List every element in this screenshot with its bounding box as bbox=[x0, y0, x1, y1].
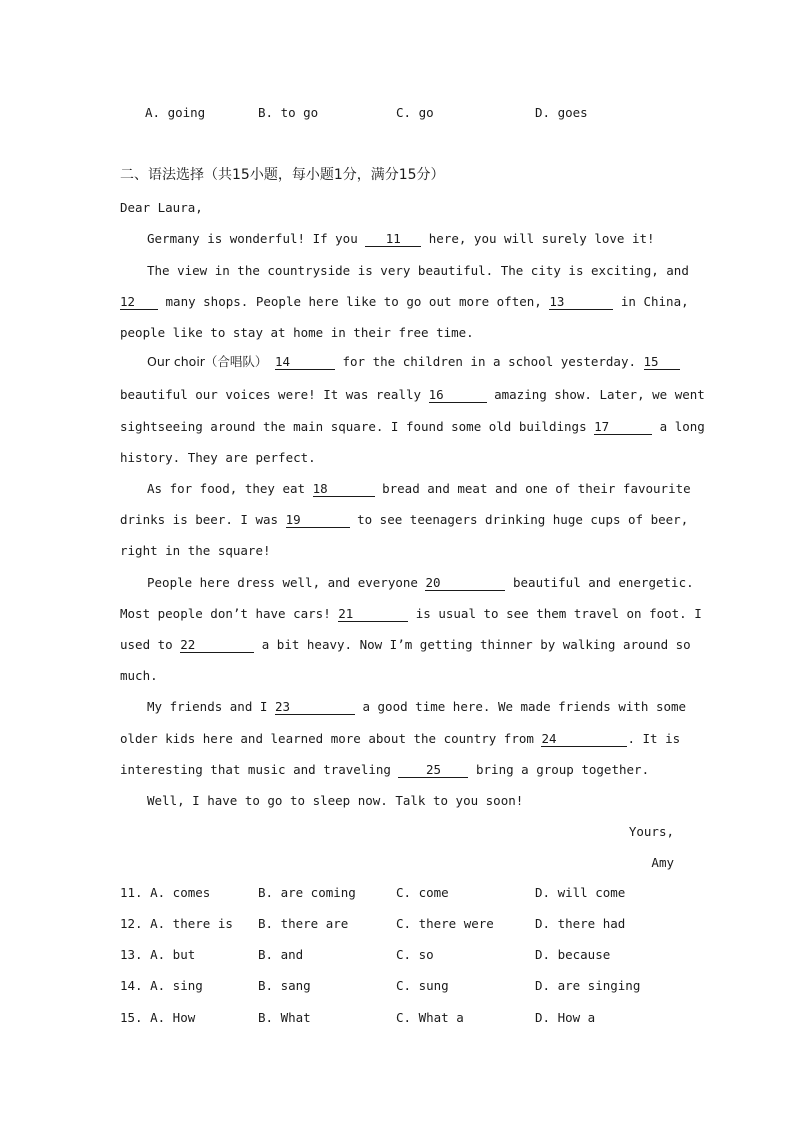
option-c: C. come bbox=[396, 885, 449, 900]
blank-22: 22 bbox=[180, 637, 254, 653]
blank-23: 23 bbox=[275, 699, 355, 715]
option-d: D. will come bbox=[535, 885, 626, 900]
question-number: 11. bbox=[120, 885, 143, 900]
option-a: A. sing bbox=[150, 978, 203, 993]
option-c: C. there were bbox=[396, 916, 494, 931]
option-d: D. there had bbox=[535, 916, 626, 931]
question-number: 13. bbox=[120, 947, 143, 962]
option-a: A. going bbox=[145, 105, 206, 120]
letter-paragraph-3-line-4: history. They are perfect. bbox=[120, 450, 316, 465]
option-a: A. but bbox=[150, 947, 196, 962]
option-b: B. there are bbox=[258, 916, 349, 931]
letter-paragraph-4-line-2: drinks is beer. I was 19 to see teenagers drinking huge cups of beer, bbox=[120, 512, 689, 527]
blank-14: 14 bbox=[275, 354, 335, 370]
letter-paragraph-2-line-3: people like to stay at home in their free time. bbox=[120, 325, 474, 340]
letter-paragraph-6-line-1: My friends and I 23 a good time here. We made friends with some bbox=[147, 699, 687, 714]
blank-19: 19 bbox=[286, 512, 350, 528]
option-a: A. comes bbox=[150, 885, 211, 900]
option-c: C. so bbox=[396, 947, 434, 962]
blank-16: 16 bbox=[429, 387, 487, 403]
question-number: 14. bbox=[120, 978, 143, 993]
blank-18: 18 bbox=[313, 481, 375, 497]
letter-salutation: Dear Laura, bbox=[120, 200, 203, 215]
letter-paragraph-2-line-2: 12 many shops. People here like to go out more often, 13 in China, bbox=[120, 294, 689, 309]
option-b: B. What bbox=[258, 1010, 311, 1025]
letter-paragraph-3-line-2: beautiful our voices were! It was really 16 amazing show. Later, we went bbox=[120, 387, 705, 402]
blank-15: 15 bbox=[644, 354, 680, 370]
blank-25: 25 bbox=[398, 762, 468, 778]
blank-12: 12 bbox=[120, 294, 158, 310]
letter-signature: Amy bbox=[651, 855, 674, 870]
letter-paragraph-4-line-3: right in the square! bbox=[120, 543, 271, 558]
option-d: D. How a bbox=[535, 1010, 596, 1025]
blank-13: 13 bbox=[549, 294, 613, 310]
letter-paragraph-6-line-2: older kids here and learned more about the country from 24 . It is bbox=[120, 731, 681, 746]
option-d: D. because bbox=[535, 947, 611, 962]
blank-21: 21 bbox=[338, 606, 408, 622]
question-number: 12. bbox=[120, 916, 143, 931]
blank-11: 11 bbox=[365, 231, 421, 247]
letter-paragraph-3-line-1: Our choir（合唱队） 14 for the children in a school yesterday. 15 bbox=[120, 352, 674, 372]
letter-paragraph-6-line-3: interesting that music and traveling 25 bring a group together. bbox=[120, 762, 650, 777]
option-c: C. What a bbox=[396, 1010, 464, 1025]
option-b: B. are coming bbox=[258, 885, 356, 900]
letter-paragraph-5-line-3: used to 22 a bit heavy. Now I’m getting thinner by walking around so bbox=[120, 637, 691, 652]
section-heading: 二、语法选择（共15小题，每小题1分，满分15分） bbox=[120, 167, 445, 183]
letter-paragraph-3-line-3: sightseeing around the main square. I found some old buildings 17 a long bbox=[120, 419, 705, 434]
letter-paragraph-7: Well, I have to go to sleep now. Talk to you soon! bbox=[147, 793, 524, 808]
letter-paragraph-2-line-1: The view in the countryside is very beautiful. The city is exciting, and bbox=[147, 263, 689, 278]
option-b: B. sang bbox=[258, 978, 311, 993]
blank-17: 17 bbox=[594, 419, 652, 435]
option-a: A. How bbox=[150, 1010, 196, 1025]
option-b: B. to go bbox=[258, 105, 319, 120]
option-d: D. goes bbox=[535, 105, 588, 120]
option-b: B. and bbox=[258, 947, 304, 962]
letter-closing: Yours, bbox=[628, 824, 674, 839]
option-c: C. go bbox=[396, 105, 434, 120]
blank-24: 24 bbox=[541, 731, 627, 747]
letter-paragraph-5-line-2: Most people don’t have cars! 21 is usual to see them travel on foot. I bbox=[120, 606, 702, 621]
blank-20: 20 bbox=[425, 575, 505, 591]
option-c: C. sung bbox=[396, 978, 449, 993]
letter-paragraph-4-line-1: As for food, they eat 18 bread and meat and one of their favourite bbox=[147, 481, 691, 496]
letter-paragraph-1: Germany is wonderful! If you 11 here, you will surely love it! bbox=[147, 231, 655, 246]
letter-paragraph-5-line-1: People here dress well, and everyone 20 beautiful and energetic. bbox=[147, 575, 694, 590]
option-a: A. there is bbox=[150, 916, 233, 931]
question-number: 15. bbox=[120, 1010, 143, 1025]
option-d: D. are singing bbox=[535, 978, 641, 993]
letter-paragraph-5-line-4: much. bbox=[120, 668, 158, 683]
